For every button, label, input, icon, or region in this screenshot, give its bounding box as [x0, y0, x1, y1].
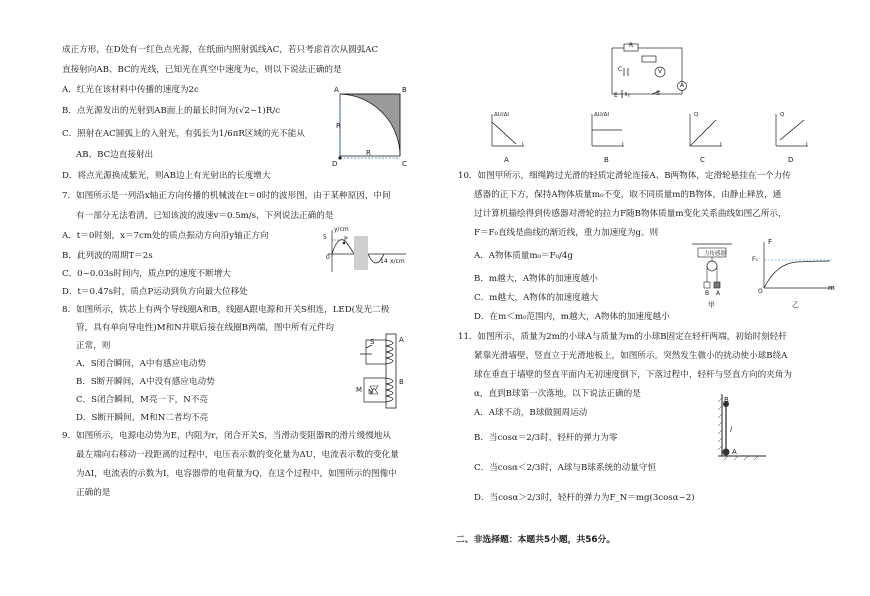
q11-rod-wall-figure: [708, 390, 768, 462]
q6-label-a: A: [334, 86, 339, 94]
q6-option-a: A．红光在该材料中传播的速度为2c: [62, 85, 199, 95]
q11-option-a: A．A球不动，B球做圆周运动: [474, 408, 588, 418]
q9-graph-d-xlabel: I: [806, 142, 808, 148]
q10-force-graph: [756, 240, 836, 294]
q10-graph-origin: O: [758, 288, 763, 295]
q7-y-axis-label: y/cm: [334, 226, 349, 233]
q10-figure-yi: 乙: [792, 301, 799, 309]
q10-block-a: A: [716, 290, 721, 297]
q11-option-c: C．当cosα＜2/3时，A球与B球系统的动量守恒: [474, 463, 657, 473]
q9-graph-c-xlabel: I: [720, 142, 722, 148]
q9-graph-a-ylabel: ΔU/ΔI: [494, 112, 510, 118]
q10-figure-jia: 甲: [708, 301, 715, 309]
q7-amplitude-label: 5: [323, 234, 327, 241]
q9-graph-b-xlabel: I: [622, 142, 624, 148]
q6-option-c: C．照射在AC圆弧上的入射光，有弧长为1/6πR区域的光不能从: [62, 129, 305, 139]
q6-quarter-circle-figure: [330, 86, 410, 170]
q8-led-n: N: [368, 388, 374, 396]
q6-option-b: B．点光源发出的光射到AB面上的最长时间为(√2−1)R/c: [62, 106, 281, 116]
q10-option-c: C．m越大，A物体的加速度越大: [474, 293, 599, 303]
q6-label-b: B: [402, 86, 407, 94]
q7-line-1: 7．如图所示是一列沿x轴正方向传播的机械波在t＝0时的波形图，由于某种原因，中间: [62, 191, 391, 201]
q9-source-r: r: [628, 92, 631, 99]
q11-rod-length-l: l: [730, 426, 732, 434]
q8-option-d: D．S断开瞬间，M和N二者均不亮: [76, 413, 209, 423]
q7-x-axis-label: x/cm: [390, 258, 405, 265]
q8-line-1: 8．如图所示，铁芯上有两个导线圈A和B，线圈A跟电源和开关S相连，LED(发光二极: [62, 305, 390, 315]
q9-graph-c-ylabel: Q: [694, 112, 699, 118]
q10-graph-m-label: m: [828, 284, 835, 292]
q8-option-c: C．S闭合瞬间，M亮一下，N不亮: [76, 395, 208, 405]
q10-force-sensor-label: 力传感器: [704, 251, 727, 257]
q9-line-4: 正确的是: [76, 488, 111, 498]
q6-option-c-cont: AB、BC边直接射出: [76, 150, 154, 160]
q10-block-b: B: [705, 290, 710, 297]
q10-option-b: B．m越大，A物体的加速度越小: [474, 274, 598, 284]
q8-switch-s: S: [370, 338, 375, 346]
q6-line-2: 直接射向AB、BC的光线，已知光在真空中速度为c，则以下说法正确的是: [62, 65, 342, 75]
q9-source-e: E: [614, 92, 618, 99]
q7-line-2: 有一部分无法看清，已知该波的波速v＝0.5m/s，下列说法正确的是: [76, 211, 334, 221]
q10-graph-f-label: F: [768, 238, 773, 246]
q9-graph-d-caption: D: [788, 156, 794, 164]
q7-option-b: B．此列波的周期T＝2s: [62, 251, 153, 261]
q9-line-2: 最左端向右移动一段距离的过程中，电压表示数的变化量为ΔU，电流表示数的变化量: [76, 450, 399, 460]
q9-capacitor-c: C: [618, 66, 623, 73]
q9-graph-c-caption: C: [700, 156, 705, 164]
q9-line-3: 为ΔI，电流表的示数为I，电容器带的电荷量为Q，在这个过程中，如图所示的图像中: [76, 469, 397, 479]
q9-graph-a-xlabel: I: [522, 142, 524, 148]
q6-option-d: D．将点光源换成紫光，则AB边上有光射出的长度增大: [62, 171, 271, 181]
q10-line-4: F＝F₀直线是曲线的渐近线，重力加速度为g。则: [474, 228, 659, 238]
q7-option-c: C．0~0.03s时间内，质点P的速度不断增大: [62, 269, 231, 279]
q11-option-d: D．当cosα＞2/3时，轻杆的弹力为F_N＝mg(3cosα−2): [474, 493, 695, 503]
q7-origin-label: 0: [326, 254, 330, 261]
q7-option-a: A．t＝0时刻，x＝7cm处的质点振动方向沿y轴正方向: [62, 231, 269, 241]
q8-coil-a: A: [399, 336, 404, 344]
q6-line-1: 成正方形，在D处有一红色点光源，在纸面内照射弧线AC，若只考虑首次从圆弧AC: [62, 45, 379, 55]
q9-graph-d: [770, 112, 810, 150]
q7-option-d: D．t＝0.47s时，质点P运动到负方向最大位移处: [62, 287, 248, 297]
q8-option-b: B．S断开瞬间，A中没有感应电动势: [76, 377, 215, 387]
q8-line-2: 管，具有单向导电性)M和N并联后接在线圈B两端，图中所有元件均: [76, 323, 335, 333]
q11-option-b: B．当cosα＝2/3时，轻杆的弹力为零: [474, 433, 618, 443]
q8-option-a: A．S闭合瞬间，A中有感应电动势: [76, 359, 207, 369]
q9-line-1: 9．如图所示，电源电动势为E，内阻为r，闭合开关S，当滑动变阻器R的滑片缓慢地从: [62, 431, 391, 441]
q11-line-3: 球在垂直于墙壁的竖直平面内无初速度倒下，下落过程中，轻杆与竖直方向的夹角为: [474, 370, 792, 380]
q8-line-3: 正常，则: [76, 341, 111, 351]
q11-line-1: 11．如图所示，质量为2m的小球A与质量为m的小球B固定在轻杆两端，初始时刻轻杆: [458, 332, 787, 342]
q9-resistor-r: R: [629, 42, 634, 49]
q10-line-1: 10．如图甲所示，细绳跨过光滑的轻质定滑轮连接A、B两物体，定滑轮悬挂在一个力传: [458, 171, 791, 181]
q10-option-a: A．A物体质量m₀＝F₀/4g: [474, 251, 573, 261]
q6-label-r-vertical: R: [336, 122, 341, 130]
q10-line-2: 感器的正下方，保持A物体质量m₀不变，取不同质量m的B物体，由静止释放，通: [474, 190, 782, 200]
q8-coil-b: B: [399, 378, 404, 386]
q7-wave-figure: [320, 226, 410, 276]
q10-graph-f0-label: F₀: [752, 256, 758, 263]
q7-point-p: P: [344, 236, 348, 243]
section-2-heading: 二、非选择题：本题共5小题，共56分。: [456, 535, 616, 545]
q10-line-3: 过计算机描绘得到传感器对滑轮的拉力F随B物体质量m变化关系曲线如图乙所示，: [474, 209, 787, 219]
q9-graph-b-caption: B: [604, 156, 609, 164]
q6-label-d: D: [332, 160, 338, 168]
q9-voltmeter-v: V: [658, 68, 663, 75]
q6-label-r-horizontal: R: [366, 149, 371, 157]
q9-graph-d-ylabel: Q: [780, 112, 785, 118]
q9-graph-c: [684, 112, 724, 150]
q8-led-m: M: [356, 386, 363, 394]
q9-graph-b-ylabel: ΔU/ΔI: [594, 112, 610, 118]
q11-line-2: 紧靠光滑墙壁，竖直立于光滑地板上，如图所示。突然发生微小的扰动使小球B绕A: [474, 351, 788, 361]
q11-ball-b: B: [724, 396, 729, 404]
q11-ball-a: A: [732, 448, 737, 456]
q9-switch-s: S: [656, 90, 660, 97]
q9-ammeter-a: A: [680, 82, 685, 89]
q7-tick-14: 14: [380, 258, 388, 265]
q10-option-d: D．在m＜m₀范围内，m越大，A物体的加速度越小: [474, 312, 670, 322]
q6-label-c: C: [402, 160, 407, 168]
q9-graph-a-caption: A: [504, 156, 509, 164]
q11-line-4: α，直到B球第一次落地，以下说法正确的是: [474, 389, 641, 399]
